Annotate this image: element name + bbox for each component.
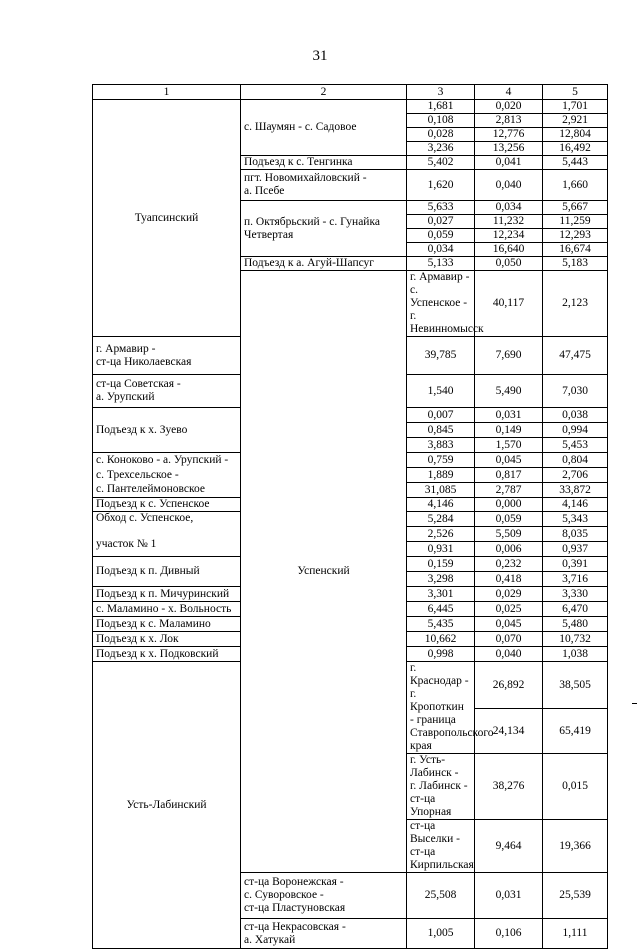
road-name: г. Усть-Лабинск -: [410, 754, 459, 779]
value-cell: 24,134: [475, 709, 543, 754]
road-name: Четвертая: [244, 228, 294, 241]
road-name: Подъезд к х. Зуево: [96, 423, 188, 436]
road-cell: [93, 617, 241, 632]
value-cell: 5,667: [543, 201, 608, 215]
value-cell: 0,817: [475, 468, 543, 483]
road-name: г. Невинномысск: [410, 310, 484, 335]
value-cell: 0,040: [475, 170, 543, 201]
value-cell: 26,892: [475, 662, 543, 709]
page-number: 31: [312, 48, 328, 64]
value-cell: 47,475: [543, 337, 608, 375]
value-cell: 5,509: [475, 527, 543, 542]
value-cell: 0,020: [475, 100, 543, 114]
value-cell: 0,031: [475, 873, 543, 919]
value-cell: 0,025: [475, 602, 543, 617]
road-cell: [407, 820, 475, 873]
value-cell: 33,872: [543, 483, 608, 498]
value-cell: 3,236: [407, 142, 475, 156]
road-name: ст-ца Некрасовская -: [244, 920, 346, 933]
road-name: г. Краснодар - г. Кропоткин: [410, 662, 469, 713]
road-name: пгт. Новомихайловский -: [244, 172, 367, 184]
district-cell: Туапсинский: [93, 100, 241, 337]
value-cell: 1,540: [407, 375, 475, 408]
value-cell: 8,035: [543, 527, 608, 542]
value-cell: 3,716: [543, 572, 608, 587]
value-cell: 1,889: [407, 468, 475, 483]
value-cell: 7,030: [543, 375, 608, 408]
value-cell: 16,492: [543, 142, 608, 156]
road-cell: [241, 919, 407, 949]
value-cell: 0,031: [475, 408, 543, 423]
road-cell: [93, 647, 241, 662]
road-cell: [241, 201, 407, 257]
road-name: ст-ца Советская -: [96, 378, 181, 390]
value-cell: 12,293: [543, 229, 608, 243]
table-row: [93, 100, 608, 114]
road-name: а. Урупский: [96, 391, 155, 403]
value-cell: 2,921: [543, 114, 608, 128]
value-cell: 1,660: [543, 170, 608, 201]
value-cell: 3,883: [407, 438, 475, 453]
road-name: Подъезд к х. Подковский: [96, 647, 219, 660]
value-cell: 5,133: [407, 257, 475, 271]
road-name: ст-ца Николаевская: [96, 355, 192, 368]
value-cell: 5,490: [475, 375, 543, 408]
value-cell: 0,418: [475, 572, 543, 587]
value-cell: 3,330: [543, 587, 608, 602]
value-cell: 4,146: [543, 498, 608, 512]
road-name: ст-ца Выселки -: [410, 820, 460, 845]
value-cell: 38,505: [543, 662, 608, 709]
value-cell: 0,845: [407, 423, 475, 438]
road-cell: [93, 632, 241, 647]
value-cell: 10,662: [407, 632, 475, 647]
district-cell: Успенский: [241, 271, 407, 873]
road-name: - граница Ставропольского: [410, 714, 494, 739]
value-cell: 13,256: [475, 142, 543, 156]
value-cell: 0,391: [543, 557, 608, 572]
road-name: с. Суворовское -: [244, 889, 324, 901]
value-cell: 0,041: [475, 156, 543, 170]
road-name: Подъезд к с. Успенское: [96, 498, 210, 510]
value-cell: 0,759: [407, 453, 475, 468]
road-name: края: [410, 740, 432, 752]
value-cell: 0,059: [475, 512, 543, 527]
margin-tick: [632, 703, 637, 704]
value-cell: 25,539: [543, 873, 608, 919]
road-name: с. Трехсельское -: [96, 468, 179, 481]
road-name: Обход с. Успенское,: [96, 512, 194, 524]
value-cell: 2,526: [407, 527, 475, 542]
value-cell: 25,508: [407, 873, 475, 919]
value-cell: 65,419: [543, 709, 608, 754]
header-cell: 1: [93, 85, 241, 100]
header-cell: 5: [543, 85, 608, 100]
road-name: с. Маламино - х. Вольность: [96, 602, 232, 615]
value-cell: 5,343: [543, 512, 608, 527]
road-name: Подъезд к п. Дивный: [96, 565, 200, 577]
value-cell: 1,038: [543, 647, 608, 662]
value-cell: 0,931: [407, 542, 475, 557]
value-cell: 0,038: [543, 408, 608, 423]
value-cell: 19,366: [543, 820, 608, 873]
value-cell: 38,276: [475, 754, 543, 820]
road-name: с. Пантелеймоновское: [96, 483, 205, 496]
value-cell: 7,690: [475, 337, 543, 375]
value-cell: 0,006: [475, 542, 543, 557]
value-cell: 0,159: [407, 557, 475, 572]
road-name: Подъезд к с. Тенгинка: [244, 156, 353, 168]
value-cell: 5,435: [407, 617, 475, 632]
value-cell: 5,480: [543, 617, 608, 632]
road-cell: [93, 602, 241, 617]
value-cell: 0,232: [475, 557, 543, 572]
road-name: а. Хатукай: [244, 933, 296, 946]
road-cell: [93, 557, 241, 587]
road-cell: [407, 662, 494, 754]
value-cell: 0,034: [475, 201, 543, 215]
value-cell: 12,804: [543, 128, 608, 142]
value-cell: 1,111: [543, 919, 608, 949]
road-cell: [93, 337, 241, 375]
value-cell: 12,776: [475, 128, 543, 142]
value-cell: 1,701: [543, 100, 608, 114]
value-cell: 31,085: [407, 483, 475, 498]
value-cell: 0,994: [543, 423, 608, 438]
value-cell: 2,813: [475, 114, 543, 128]
value-cell: 2,123: [543, 271, 608, 337]
value-cell: 0,000: [475, 498, 543, 512]
value-cell: 3,298: [407, 572, 475, 587]
road-cell: [93, 408, 241, 453]
value-cell: 5,284: [407, 512, 475, 527]
value-cell: 5,183: [543, 257, 608, 271]
value-cell: 6,470: [543, 602, 608, 617]
value-cell: 2,787: [475, 483, 543, 498]
header-cell: 4: [475, 85, 543, 100]
road-name: Подъезд к х. Лок: [96, 632, 179, 645]
header-row: [93, 85, 608, 100]
road-name: Подъезд к п. Мичуринский: [96, 587, 230, 600]
road-cell: [93, 512, 241, 557]
value-cell: 1,005: [407, 919, 475, 949]
road-name: Подъезд к а. Агуй-Шапсуг: [244, 257, 375, 269]
value-cell: 0,059: [407, 229, 475, 243]
value-cell: 0,937: [543, 542, 608, 557]
value-cell: 5,402: [407, 156, 475, 170]
road-cell: [407, 271, 484, 337]
value-cell: 2,706: [543, 468, 608, 483]
road-name: г. Армавир - с. Успенское -: [410, 271, 470, 309]
road-cell: [241, 100, 407, 156]
road-cell: [93, 587, 241, 602]
value-cell: 6,445: [407, 602, 475, 617]
value-cell: 9,464: [475, 820, 543, 873]
value-cell: 39,785: [407, 337, 475, 375]
district-cell: Усть-Лабинский: [93, 662, 241, 949]
road-name: г. Лабинск - ст-ца Упорная: [410, 780, 468, 818]
roads-table: [92, 84, 608, 949]
value-cell: 4,146: [407, 498, 475, 512]
road-name: с. Коноково - а. Урупский -: [96, 453, 229, 466]
value-cell: 0,108: [407, 114, 475, 128]
road-name: с. Шаумян - с. Садовое: [244, 121, 357, 133]
value-cell: 0,034: [407, 243, 475, 257]
road-cell: [241, 257, 407, 271]
value-cell: 0,045: [475, 453, 543, 468]
value-cell: 0,804: [543, 453, 608, 468]
value-cell: 0,040: [475, 647, 543, 662]
value-cell: 0,149: [475, 423, 543, 438]
road-name: а. Псебе: [244, 185, 285, 197]
value-cell: 16,674: [543, 243, 608, 257]
value-cell: 0,027: [407, 215, 475, 229]
road-cell: [241, 873, 407, 919]
value-cell: 1,620: [407, 170, 475, 201]
value-cell: 0,070: [475, 632, 543, 647]
road-name: Подъезд к с. Маламино: [96, 617, 211, 630]
value-cell: 5,633: [407, 201, 475, 215]
road-cell: [93, 453, 241, 468]
header-cell: 3: [407, 85, 475, 100]
value-cell: 16,640: [475, 243, 543, 257]
value-cell: 0,007: [407, 408, 475, 423]
value-cell: 1,570: [475, 438, 543, 453]
road-cell: [241, 170, 407, 201]
value-cell: 5,453: [543, 438, 608, 453]
road-cell: [93, 468, 241, 483]
value-cell: 0,028: [407, 128, 475, 142]
road-name: г. Армавир -: [96, 342, 156, 355]
value-cell: 3,301: [407, 587, 475, 602]
road-name: п. Октябрьский - с. Гунайка: [244, 215, 380, 228]
value-cell: 5,443: [543, 156, 608, 170]
value-cell: 0,015: [543, 754, 608, 820]
road-name: ст-ца Пластуновская: [244, 902, 346, 914]
value-cell: 0,029: [475, 587, 543, 602]
road-cell: [407, 754, 475, 820]
road-name: ст-ца Воронежская -: [244, 876, 344, 888]
value-cell: 0,045: [475, 617, 543, 632]
value-cell: 0,998: [407, 647, 475, 662]
road-cell: [93, 375, 241, 408]
value-cell: 1,681: [407, 100, 475, 114]
value-cell: 11,259: [543, 215, 608, 229]
road-cell: [93, 483, 241, 498]
value-cell: 0,106: [475, 919, 543, 949]
road-name: участок № 1: [96, 538, 157, 550]
header-cell: 2: [241, 85, 407, 100]
value-cell: 10,732: [543, 632, 608, 647]
value-cell: 11,232: [475, 215, 543, 229]
value-cell: 0,050: [475, 257, 543, 271]
road-cell: [241, 156, 407, 170]
value-cell: 40,117: [475, 271, 543, 337]
road-name: ст-ца Кирпильская: [410, 846, 474, 871]
value-cell: 12,234: [475, 229, 543, 243]
road-cell: [93, 498, 241, 512]
